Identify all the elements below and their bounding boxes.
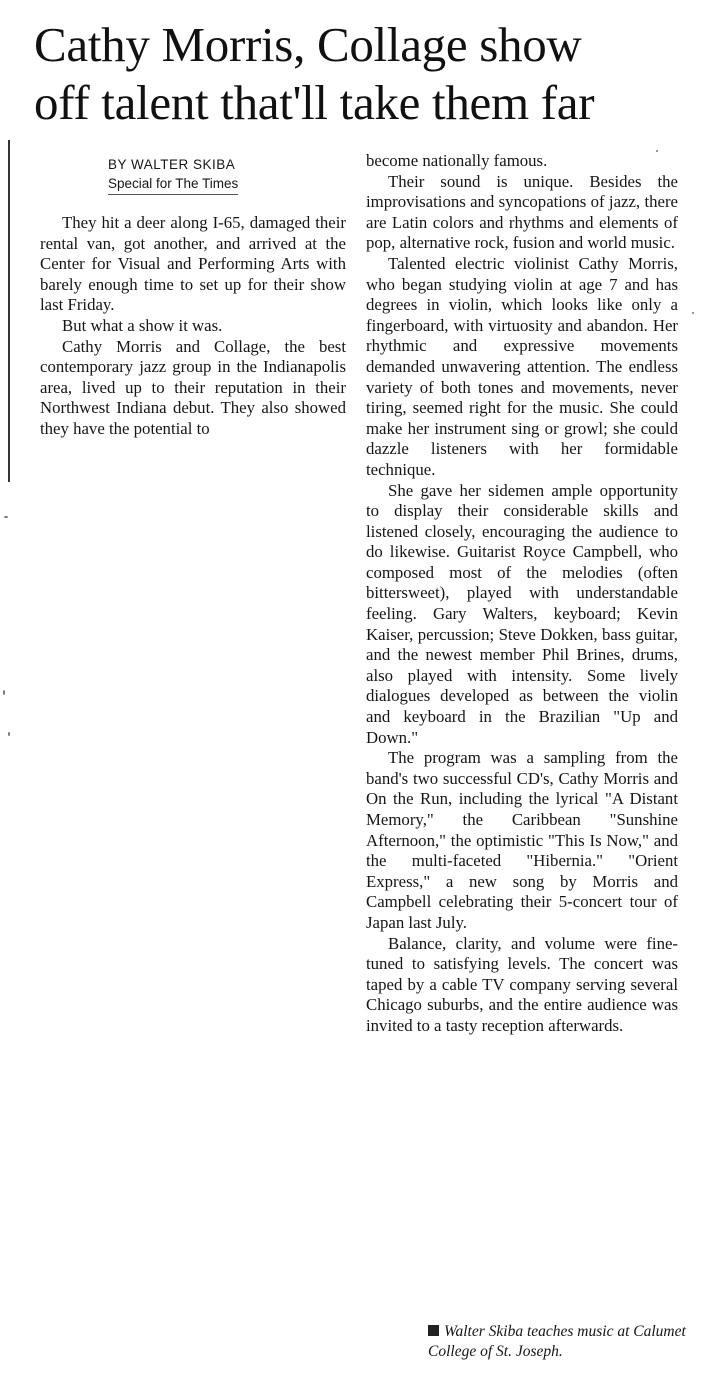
headline bbox=[34, 16, 674, 132]
right-column bbox=[366, 151, 678, 1037]
square-bullet-icon bbox=[428, 1325, 439, 1336]
author-note-text: Walter Skiba teaches music at Calumet College of St. Joseph. bbox=[428, 1323, 686, 1360]
headline-line-1: Cathy Morris, Collage show bbox=[34, 17, 582, 72]
scan-speck bbox=[656, 150, 658, 152]
scan-speck bbox=[3, 690, 5, 695]
scan-speck bbox=[8, 732, 10, 736]
scan-speck bbox=[4, 516, 8, 518]
paragraph: Balance, clarity, and volume were fine-tuned to satisfying levels. The concert was taped by a cable TV company serving several Chicago suburbs, and the entire audience was invited to a tasty reception afterwards. bbox=[366, 933, 678, 1035]
byline-credit: Special for The Times bbox=[108, 175, 238, 195]
paragraph: Their sound is unique. Besides the improvisations and syncopations of jazz, there are Latin colors and rhythms and elements of pop, alternative rock, fusion and world music. bbox=[366, 171, 678, 253]
paragraph: But what a show it was. bbox=[62, 315, 223, 335]
paragraph: become nationally famous. bbox=[366, 151, 548, 170]
author-note bbox=[428, 1322, 718, 1362]
scan-speck bbox=[692, 312, 694, 314]
paragraph: Talented electric violinist Cathy Morris, who began studying violin at age 7 and has degrees in violin, which looks like only a fingerboard, with virtuosity and abandon. Her rhythmic and expressive movements demanded unwavering attention. The endless variety of both tones and movements, never tiring, seemed right for the music. She could make her instrument sing or growl; she could dazzle listeners with her formidable technique. bbox=[366, 253, 678, 479]
byline: BY WALTER SKIBA bbox=[108, 157, 236, 172]
left-column bbox=[40, 213, 346, 440]
paragraph: She gave her sidemen ample opportunity to display their considerable skills and listened closely, encouraging the audience to do likewise. Guitarist Royce Campbell, who composed most of the melodies (often bittersweet), played with understandable feeling. Gary Walters, keyboard; Kevin Kaiser, percussion; Steve Dokken, bass guitar, and the newest member Phil Brines, drums, also played with intensity. Some lively dialogues developed as between the violin and keyboard in the Brazilian "Up and Down." bbox=[366, 480, 678, 747]
paragraph: They hit a deer along I-65, damaged their rental van, got another, and arrived at the Center for Visual and Performing Arts with barely enough time to set up for their show last Friday. bbox=[40, 213, 346, 315]
paragraph: Cathy Morris and Collage, the best contemporary jazz group in the Indianapolis area, lived up to their reputation in their Northwest Indiana debut. They also showed they have the potential to bbox=[40, 336, 346, 438]
paragraph: The program was a sampling from the band's two successful CD's, Cathy Morris and On the Run, including the lyrical "A Distant Memory," the Caribbean "Sunshine Afternoon," the optimistic "This Is Now," and the multi-faceted "Hibernia." "Orient Express," a new song by Morris and Campbell celebrating their 5-concert tour of Japan last July. bbox=[366, 748, 678, 932]
column-rule bbox=[8, 140, 10, 482]
headline-line-2: off talent that'll take them far bbox=[34, 75, 595, 130]
